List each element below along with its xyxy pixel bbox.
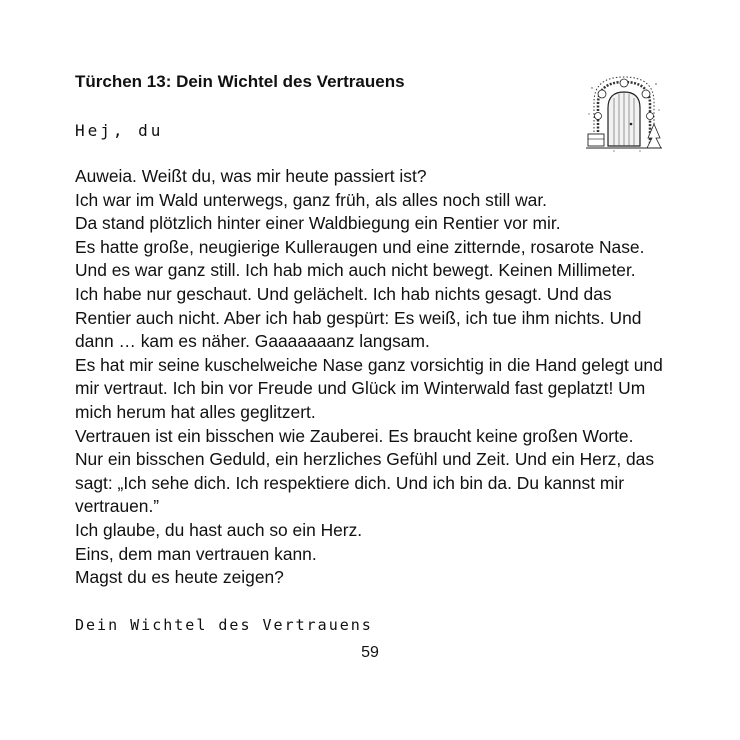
letter-line: mich herum hat alles geglitzert. [75,401,316,422]
letter-line: vertrauen.” [75,496,160,517]
letter-line: sagt: „Ich sehe dich. Ich respektiere dich. Und ich bin da. Du kannst mir [75,472,625,493]
letter-line: Auweia. Weißt du, was mir heute passiert ist? [75,166,427,186]
letter-line: dann … kam es näher. Gaaaaaaanz langsam. [75,331,430,352]
letter-line: Ich war im Wald unterwegs, ganz früh, als alles noch still war. [75,189,547,210]
letter-line: Es hatte große, neugierige Kulleraugen und eine zitternde, rosarote Nase. [75,236,645,257]
page-number: 59 [361,644,379,661]
letter-line: Und es war ganz still. Ich hab mich auch nicht bewegt. Keinen Millimeter. [75,260,636,281]
letter-line: Vertrauen ist ein bisschen wie Zauberei. Es braucht keine großen Worte. [75,425,634,446]
letter-line: Ich habe nur geschaut. Und gelächelt. Ich hab nichts gesagt. Und das [75,283,612,304]
page-title: Türchen 13: Dein Wichtel des Vertrauens [75,72,405,91]
letter-line: Eins, dem man vertrauen kann. [75,543,317,564]
letter-line: Magst du es heute zeigen? [75,567,284,588]
letter-line: mir vertraut. Ich bin vor Freude und Glück im Winterwald fast geplatzt! Um [75,378,646,399]
greeting: Hej, du [75,121,164,140]
wreath-door-illustration-icon [584,74,664,154]
letter-line: Rentier auch nicht. Aber ich hab gespürt: Es weiß, ich tue ihm nichts. Und [75,307,642,328]
signature: Dein Wichtel des Vertrauens [75,616,373,634]
letter-body [75,165,675,590]
letter-line: Ich glaube, du hast auch so ein Herz. [75,519,363,540]
letter-line: Nur ein bisschen Geduld, ein herzliches Gefühl und Zeit. Und ein Herz, das [75,449,655,470]
letter-line: Es hat mir seine kuschelweiche Nase ganz vorsichtig in die Hand gelegt und [75,354,663,375]
letter-line: Da stand plötzlich hinter einer Waldbiegung ein Rentier vor mir. [75,213,561,234]
